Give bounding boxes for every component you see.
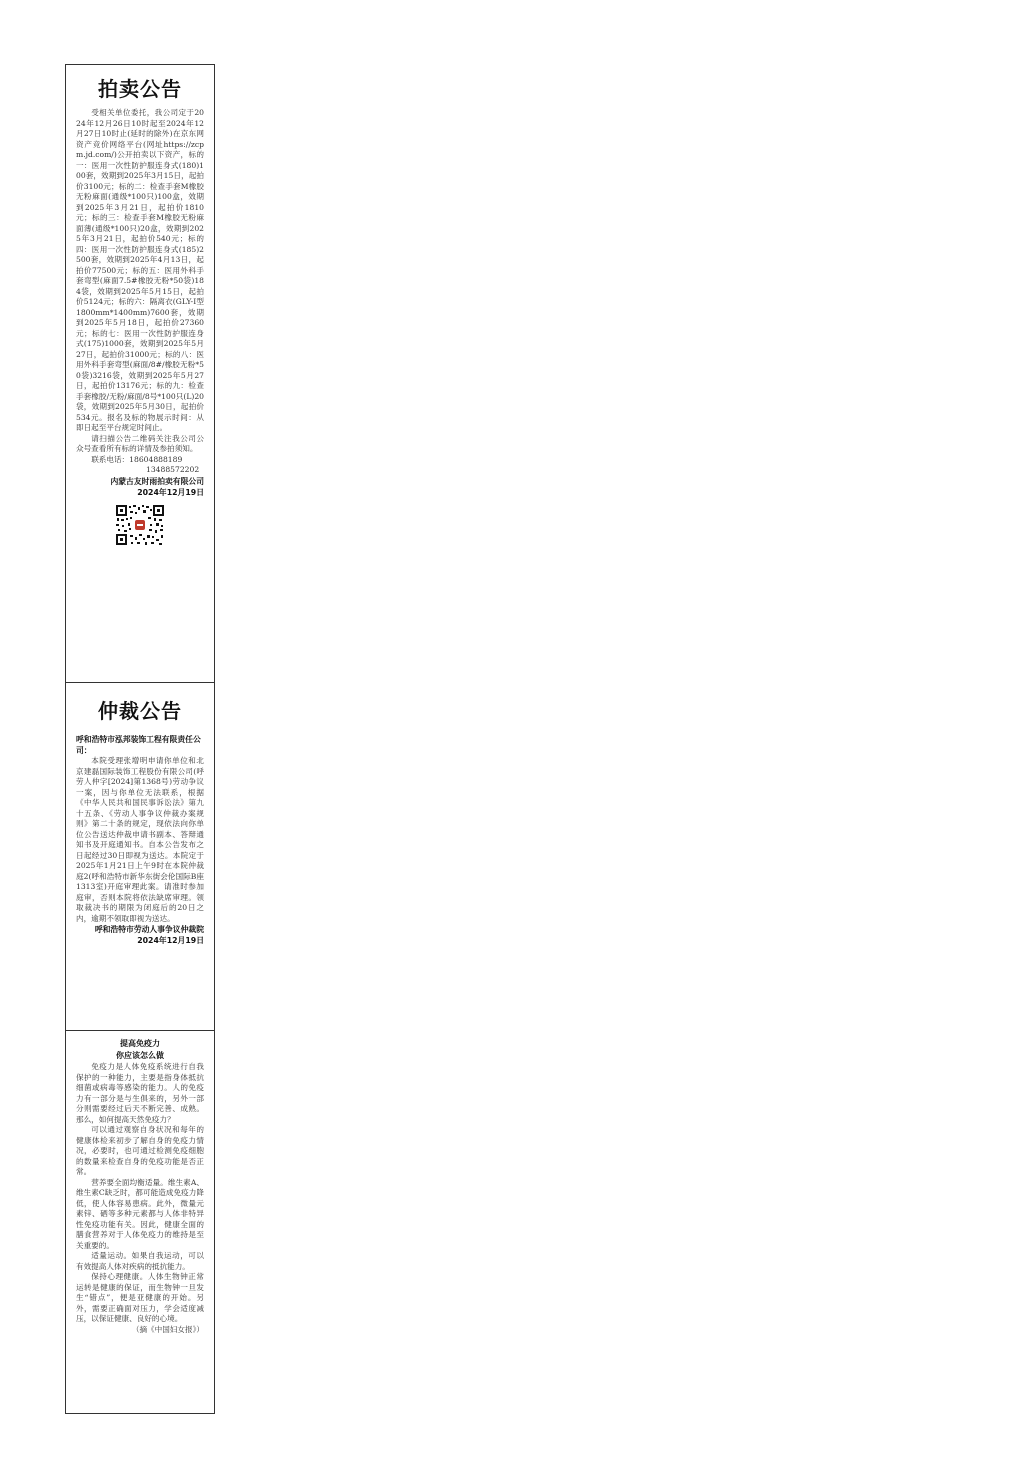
article-paragraph: 适量运动。如果自我运动，可以有效提高人体对疾病的抵抗能力。 xyxy=(76,1251,204,1271)
arbitration-addressee: 呼和浩特市泓邦装饰工程有限责任公司： xyxy=(76,735,201,755)
arbitration-title: 仲裁公告 xyxy=(98,699,182,723)
arbitration-date: 2024年12月19日 xyxy=(137,936,204,945)
health-article xyxy=(66,1038,214,1335)
arbitration-body: 本院受理张增明申请你单位和北京建磊国际装饰工程股份有限公司(呼劳人仲字[2024]第1368号)劳动争议一案，因与你单位无法联系，根据《中华人民共和国民事诉讼法》第九十五条、《劳动人事争议仲裁办案规则》第二十条的规定，现依法向你单位公告送达仲裁申请书副本、答辩通知书及开庭通知书。自本公告发布之日起经过30日即视为送达。本院定于2025年1月21日上午9时在本院仲裁庭2(呼和浩特市新华东街会伦国际B座1313室)开庭审理此案。请准时参加庭审，否则本院将依法缺席审理。领取裁决书的期限为闭庭后的20日之内，逾期不领取即视为送达。 xyxy=(76,756,204,923)
qr-code-image[interactable] xyxy=(115,504,165,546)
auction-phone: 联系电话：18604888189 xyxy=(91,454,183,464)
newspaper-column xyxy=(65,64,215,1414)
article-source: （摘《中国妇女报》） xyxy=(131,1324,204,1334)
arbitration-org: 呼和浩特市劳动人事争议仲裁院 xyxy=(94,925,204,934)
section-divider xyxy=(66,682,214,683)
article-title-line2: 你应该怎么做 xyxy=(116,1051,164,1060)
article-paragraph: 可以通过观察自身状况和每年的健康体检来初步了解自身的免疫力情况，必要时，也可通过检测免疫细胞的数量来检查自身的免疫功能是否正常。 xyxy=(76,1125,204,1176)
auction-scan-note: 请扫描公告二维码关注我公司公众号查看所有标的详情及参拍须知。 xyxy=(76,433,204,453)
section-divider xyxy=(66,1030,214,1031)
article-paragraph: 营养要全面均衡适量。维生素A、维生素C缺乏时，都可能造成免疫力降低，使人体容易患病。此外，微量元素锌、硒等多种元素都与人体非特异性免疫功能有关。因此，健康全面的膳食营养对于人体免疫力的维持是至关重要的。 xyxy=(76,1177,204,1250)
auction-company: 内蒙古友时雨拍卖有限公司 xyxy=(110,476,204,486)
auction-body: 受相关单位委托，我公司定于2024年12月26日10时起至2024年12月27日10时止(延时的除外)在京东网资产竞价网络平台(网址https://zcpm.jd.com/)公开拍卖以下资产，标的一：医用一次性防护服连身式(180)100套，效期到2025年3月15日，起拍价3100元；标的二：检查手套M橡胶无粉麻面(通级*100只)100盒，效期到2025年3月21日，起拍价1810元；标的三：检查手套M橡胶无粉麻面薄(通级*100只)20盒，效期到2025年3月21日，起拍价540元；标的四：医用一次性防护服连身式(185)2500套，效期到2025年4月13日，起拍价77500元；标的五：医用外科手套弯型(麻面7.5#橡胶无粉*50袋)184袋，效期到2025年5月15日，起拍价5124元；标的六：隔离衣(GLY-Ⅰ型1800mm*1400mm)7600套，效期到2025年5月18日，起拍价27360元；标的七：医用一次性防护服连身式(175)1000套，效期到2025年5月27日，起拍价31000元；标的八：医用外科手套弯型(麻面/8#/橡胶无粉*50袋)3216袋，效期到2025年5月27日，起拍价13176元；标的九：检查手套橡胶/无粉/麻面/8号*100只(L)20袋，效期到2025年5月30日，起拍价534元。报名及标的物展示时间：从即日起至平台规定时间止。 xyxy=(76,108,204,432)
article-title-line1: 提高免疫力 xyxy=(120,1039,160,1048)
article-paragraph: 保持心理健康。人体生物钟正常运转是健康的保证，而生物钟一旦发生“错点”，便是亚健康的开始。另外，需要正确面对压力，学会适度减压，以保证健康、良好的心境。 xyxy=(76,1272,204,1323)
auction-phone-2: 13488572202 xyxy=(146,465,200,474)
arbitration-notice xyxy=(66,695,214,946)
auction-date: 2024年12月19日 xyxy=(137,487,204,497)
article-paragraph: 免疫力是人体免疫系统进行自我保护的一种能力，主要是指身体抵抗细菌或病毒等感染的能力。人的免疫力有一部分是与生俱来的，另外一部分则需要经过后天不断完善、成熟。那么，如何提高天然免疫力？ xyxy=(76,1062,204,1124)
auction-title: 拍卖公告 xyxy=(98,77,182,101)
auction-notice xyxy=(66,73,214,546)
